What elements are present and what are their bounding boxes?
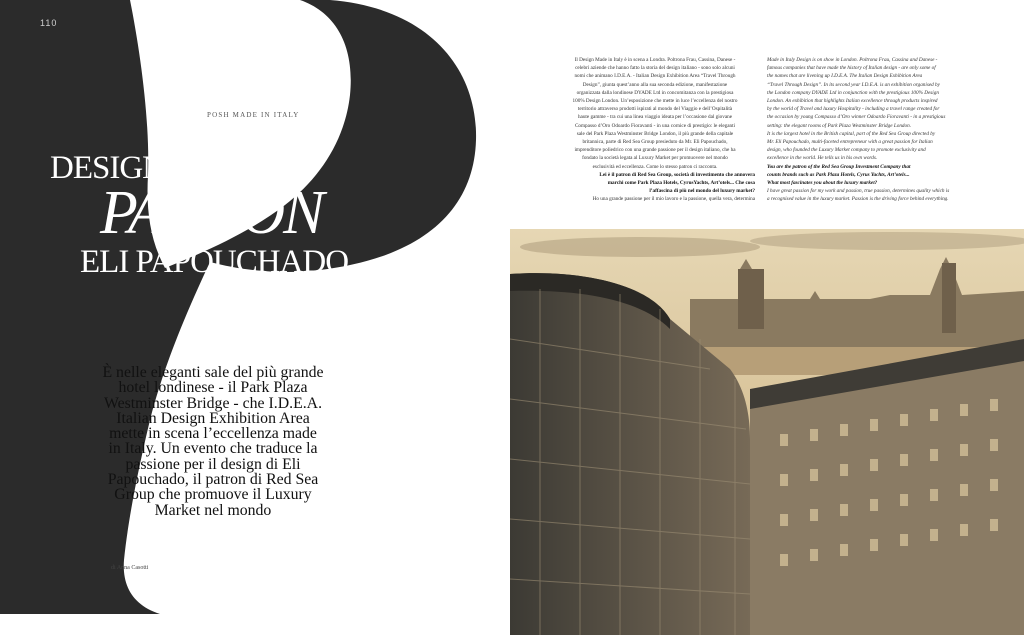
body-line-italian: Design”, giunta quest’anno alla sua seconda edizione, manifestazione xyxy=(582,81,728,88)
section-kicker: POSH MADE IN ITALY xyxy=(207,111,300,119)
body-line-english: design, who founded the Luxury Market company to promote exclusivity and xyxy=(767,147,926,154)
answer-italian: Ho una grande passione per il mio lavoro e la passione, quella vera, determina xyxy=(592,196,755,203)
hotel-westminster-photo xyxy=(510,229,1024,635)
page-number: 110 xyxy=(40,18,58,28)
headline-line-3: ELI PAPOUCHADO xyxy=(80,244,349,280)
question-line-italian: Lei è il patron di Red Sea Group, società di investimento che annovera xyxy=(599,171,755,178)
body-line-english: Mr. Eli Papouchado, multi-faceted entrepreneur with a great passion for Italian xyxy=(767,139,933,146)
article-body-italian xyxy=(555,56,755,204)
body-line-italian: esclusività ed eccellenza. Come lo stesso patron ci racconta. xyxy=(592,163,718,170)
drop-cap-letter-p xyxy=(0,0,480,635)
body-line-english: setting: the elegant rooms of Park Plaza Westminster Bridge London. xyxy=(767,122,911,129)
body-line-english: famous companies that have made the history of Italian design - are only some of xyxy=(767,65,936,72)
body-line-italian: imprenditore poliedrico con una grande passione per il design italiano, che ha xyxy=(574,147,736,154)
body-line-italian: fondato la società legata al Luxury Market per promuovere nel mondo xyxy=(582,155,728,162)
byline: di Anna Casotti xyxy=(111,565,149,571)
body-line-english: It is the largest hotel in the British capital, part of the Red Sea Group directed by xyxy=(767,130,936,137)
headline-line-1: DESIGN xyxy=(50,150,165,186)
answer-line-english: a recognised value in the luxury market. Passion is the driving force behind everything. xyxy=(767,196,949,203)
headline-line-2: PASSION xyxy=(100,179,323,247)
body-line-english: the London company DYADE Ltd in conjunction with the prestigious 100% Design xyxy=(767,89,939,96)
body-line-english: “Travel Through Design”. In its second year I.D.E.A. is an exhibition organised by xyxy=(767,81,940,88)
question-line-english: You are the patron of the Red Sea Group Investment Company that xyxy=(767,163,911,170)
question-line-italian: marchi come Park Plaza Hotels, CyrusYachts, Art’otels... Che cosa xyxy=(607,180,755,187)
body-line-italian: celebri aziende che hanno fatto la storia del design italiano - sono solo alcuni xyxy=(575,65,735,72)
question-line-italian: l’affascina di più nel mondo del luxury market? xyxy=(649,188,755,195)
body-line-italian: nomi che animano I.D.E.A. - Italian Design Exhibition Area “Travel Through xyxy=(574,73,736,80)
lead-paragraph: È nelle eleganti sale del più grande hotel londinese - il Park Plaza Westminster Bridge - che I.D.E.A. Italian Design Exhibition Area mette in scena l’eccellenza made in Italy. Un evento che traduce la passione per il design di Eli Papouchado, il patron di Red Sea Group che promuove il Luxury Market nel mondo xyxy=(102,364,324,519)
body-line-italian: territorio attraverso prodotti ispirati al mondo del Viaggio e dell’Ospitalità xyxy=(577,106,733,113)
answer-line-english: I have great passion for my work and passion, true passion, determines quality which is xyxy=(767,188,950,195)
body-line-italian: britannica, parte di Red Sea Group presieduto da Mr. Eli Papouchado, xyxy=(582,139,728,146)
body-line-english: the occasion by young Compasso d’Oro winner Odoardo Fioravanti - in a prestigious xyxy=(767,114,946,121)
body-line-english: by the world of Travel and luxury Hospitality - including a travel range created for xyxy=(767,106,940,113)
article-body-english xyxy=(767,56,977,204)
question-line-english: What most fascinates you about the luxury market? xyxy=(767,180,878,187)
body-line-english: Made in Italy Design is on show in London. Poltrona Frau, Cassina and Danese - xyxy=(767,57,938,63)
body-line-english: the names that are livening up I.D.E.A. The Italian Design Exhibition Area xyxy=(767,73,923,80)
body-line-english: excellence in the world. He tells us in his own words. xyxy=(767,155,878,162)
body-line-italian: sale del Park Plaza Westminster Bridge London, il più grande della capitale xyxy=(576,130,734,137)
body-line-english: London. An exhibition that highlights Italian excellence through products inspired xyxy=(767,98,938,105)
question-line-english: counts brands such as Park Plaza Hotels, Cyrus Yachts, Art’otels... xyxy=(767,171,910,178)
body-line-italian: Il Design Made in Italy è in scena a Londra. Poltrona Frau, Cassina, Danese - xyxy=(574,57,736,63)
body-line-italian: organizzata dalla londinese DYADE Ltd in concomitanza con la prestigiosa xyxy=(576,89,734,96)
body-line-italian: Compasso d’Oro Odoardo Fioravanti - in una cornice di prestigio: le eleganti xyxy=(574,122,736,129)
body-line-italian: 100% Design London. Un’esposizione che mette in luce l’eccellenza del nostro xyxy=(572,98,738,105)
body-line-italian: haute gamme - tra cui una linea viaggio ideata per l’occasione dal giovane xyxy=(577,114,733,121)
